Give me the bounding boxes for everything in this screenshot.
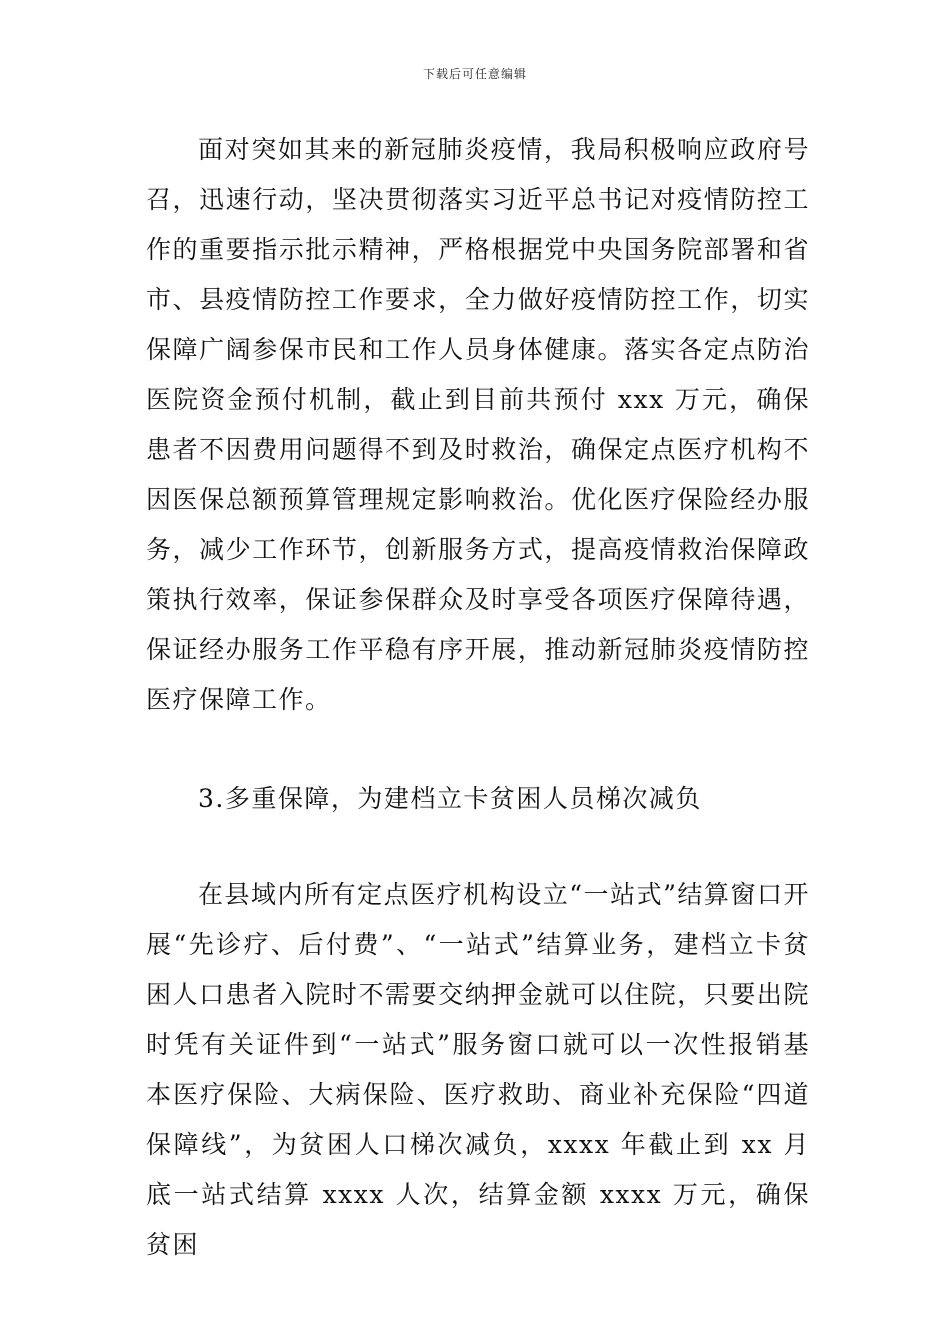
paragraph-one-stop-settlement: 在县域内所有定点医疗机构设立“一站式”结算窗口开展“先诊疗、后付费”、“一站式”结算业务，建档立卡贫困人口患者入院时不需要交纳押金就可以住院，只要出院时凭有关证件到“一站式”服务窗口就可以一次性报销基本医疗保险、大病保险、医疗救助、商业补充保险“四道保障线”，为贫困人口梯次减负，xxxx 年截止到 xx 月底一站式结算 xxxx 人次，结算金额 xxxx 万元，确保贫困 — [146, 880, 810, 1259]
page-header: 下载后可任意编辑 — [422, 67, 527, 81]
paragraph-epidemic-response: 面对突如其来的新冠肺炎疫情，我局积极响应政府号召，迅速行动，坚决贯彻落实习近平总书记对疫情防控工作的重要指示批示精神，严格根据党中央国务院部署和省市、县疫情防控工作要求，全力做好疫情防控工作，切实保障广阔参保市民和工作人员身体健康。落实各定点防治医院资金预付机制，截止到目前共预付 xxx 万元，确保患者不因费用问题得不到及时救治，确保定点医疗机构不因医保总额预算管理规定影响救治。优化医疗保险经办服务，减少工作环节，创新服务方式，提高疫情救治保障政策执行效率，保证参保群众及时享受各项医疗保障待遇，保证经办服务工作平稳有序开展，推动新冠肺炎疫情防控医疗保障工作。 — [146, 135, 810, 714]
section-heading: 3.多重保障，为建档立卡贫困人员梯次减负 — [198, 784, 702, 813]
